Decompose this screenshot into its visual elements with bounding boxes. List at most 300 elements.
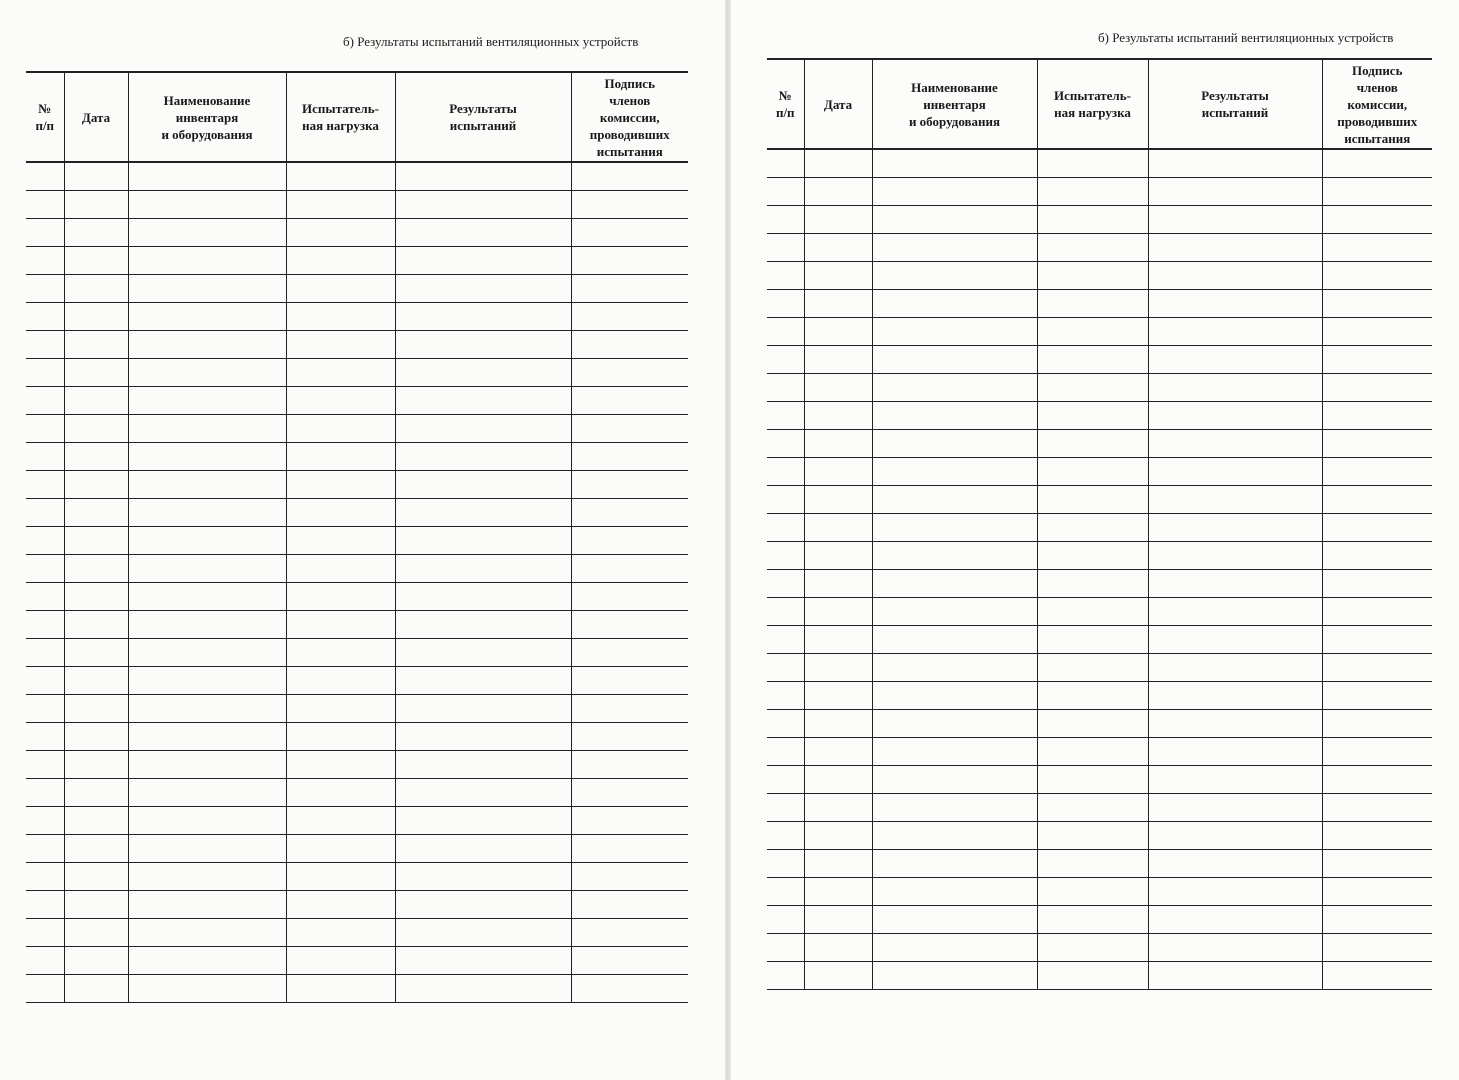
table-cell [1148,850,1322,878]
table-cell [1322,682,1432,710]
table-row [26,583,688,611]
table-cell [1148,906,1322,934]
column-header-test-load: Испытатель- ная нагрузка [1037,59,1148,149]
table-cell [1322,178,1432,206]
table-cell [64,555,128,583]
table-cell [26,975,64,1003]
table-cell [1037,934,1148,962]
table-cell [571,527,688,555]
table-cell [286,527,395,555]
table-cell [1037,542,1148,570]
table-cell [395,219,571,247]
table-cell [767,149,804,178]
table-cell [804,206,872,234]
table-cell [872,346,1037,374]
table-cell [395,835,571,863]
table-cell [286,667,395,695]
table-cell [767,206,804,234]
table-cell [804,346,872,374]
table-cell [64,807,128,835]
table-cell [804,486,872,514]
table-cell [395,919,571,947]
table-row [26,331,688,359]
table-cell [872,149,1037,178]
table-cell [128,499,286,527]
table-cell [1322,318,1432,346]
table-cell [128,219,286,247]
test-results-table [26,71,688,1003]
table-row [767,542,1432,570]
table-row [767,402,1432,430]
table-row [26,947,688,975]
table-cell [1148,794,1322,822]
table-cell [64,667,128,695]
table-cell [1322,794,1432,822]
table-cell [1148,149,1322,178]
column-header-equipment: Наименование инвентаря и оборудования [128,72,286,162]
table-cell [804,962,872,990]
table-cell [26,331,64,359]
table-cell [1037,234,1148,262]
table-cell [26,359,64,387]
table-cell [26,471,64,499]
table-row [26,247,688,275]
table-cell [872,486,1037,514]
table-cell [64,247,128,275]
table-cell [64,891,128,919]
table-cell [571,779,688,807]
table-cell [1148,822,1322,850]
table-cell [286,191,395,219]
table-cell [395,471,571,499]
table-row [767,766,1432,794]
table-cell [767,458,804,486]
table-cell [571,807,688,835]
table-cell [64,387,128,415]
table-cell [804,570,872,598]
table-cell [395,975,571,1003]
table-cell [128,779,286,807]
table-cell [1148,598,1322,626]
table-cell [571,835,688,863]
table-cell [1037,962,1148,990]
table-cell [767,570,804,598]
table-row [767,430,1432,458]
table-cell [128,471,286,499]
table-cell [767,542,804,570]
table-cell [128,807,286,835]
table-cell [1322,850,1432,878]
table-cell [1037,486,1148,514]
table-cell [1322,598,1432,626]
table-cell [395,499,571,527]
table-cell [804,149,872,178]
table-cell [26,499,64,527]
table-cell [872,822,1037,850]
table-row [767,682,1432,710]
table-cell [64,443,128,471]
table-cell [395,275,571,303]
table-cell [128,359,286,387]
table-cell [872,794,1037,822]
table-cell [767,626,804,654]
table-cell [26,891,64,919]
table-cell [804,430,872,458]
table-row [26,779,688,807]
table-cell [872,682,1037,710]
table-cell [286,247,395,275]
table-row [767,514,1432,542]
table-row [26,751,688,779]
table-cell [872,402,1037,430]
table-row [26,919,688,947]
table-cell [872,878,1037,906]
table-cell [804,542,872,570]
table-cell [286,919,395,947]
table-cell [395,303,571,331]
table-cell [1322,906,1432,934]
table-row [767,234,1432,262]
table-cell [1037,710,1148,738]
table-row [767,346,1432,374]
table-cell [395,191,571,219]
table-cell [804,318,872,346]
table-cell [571,443,688,471]
table-cell [1148,766,1322,794]
table-cell [128,947,286,975]
table-cell [64,835,128,863]
table-cell [286,219,395,247]
table-cell [286,359,395,387]
table-cell [1322,346,1432,374]
table-cell [128,555,286,583]
table-cell [395,639,571,667]
table-cell [1148,682,1322,710]
table-cell [1037,766,1148,794]
table-cell [26,527,64,555]
table-cell [64,527,128,555]
table-row [26,162,688,191]
table-cell [767,962,804,990]
table-cell [1148,374,1322,402]
table-row [767,262,1432,290]
table-cell [767,794,804,822]
table-cell [571,162,688,191]
table-cell [1148,710,1322,738]
table-cell [395,807,571,835]
table-cell [1037,430,1148,458]
table-cell [1322,206,1432,234]
table-row [767,878,1432,906]
table-cell [767,514,804,542]
table-cell [1148,878,1322,906]
table-cell [26,695,64,723]
table-cell [872,430,1037,458]
table-row [767,486,1432,514]
table-cell [571,919,688,947]
table-cell [64,919,128,947]
table-cell [64,947,128,975]
table-cell [395,443,571,471]
table-cell [26,387,64,415]
table-cell [872,962,1037,990]
table-row [767,710,1432,738]
table-cell [286,499,395,527]
table-cell [804,374,872,402]
table-cell [128,835,286,863]
table-cell [395,751,571,779]
table-cell [767,178,804,206]
table-cell [767,234,804,262]
table-cell [767,346,804,374]
table-cell [872,766,1037,794]
table-cell [1037,149,1148,178]
table-cell [395,415,571,443]
table-cell [26,947,64,975]
table-cell [26,835,64,863]
table-cell [1037,318,1148,346]
table-cell [571,331,688,359]
table-cell [26,751,64,779]
table-row [767,962,1432,990]
table-cell [286,723,395,751]
table-cell [1037,738,1148,766]
column-header-number: № п/п [26,72,64,162]
table-cell [767,850,804,878]
table-cell [128,667,286,695]
table-row [767,458,1432,486]
table-cell [286,779,395,807]
column-header-test-load: Испытатель- ная нагрузка [286,72,395,162]
table-cell [804,850,872,878]
table-cell [64,639,128,667]
table-cell [804,402,872,430]
table-row [26,387,688,415]
table-cell [26,863,64,891]
table-cell [1148,234,1322,262]
table-cell [1322,878,1432,906]
table-cell [767,934,804,962]
column-header-number: № п/п [767,59,804,149]
table-cell [767,262,804,290]
table-cell [872,290,1037,318]
table-cell [1037,402,1148,430]
table-cell [395,723,571,751]
table-cell [128,891,286,919]
table-cell [1037,906,1148,934]
table-cell [1322,514,1432,542]
table-cell [872,598,1037,626]
table-row [26,611,688,639]
table-cell [571,723,688,751]
table-cell [571,947,688,975]
table-cell [1148,738,1322,766]
table-cell [286,583,395,611]
table-cell [26,162,64,191]
table-cell [64,499,128,527]
table-cell [767,822,804,850]
table-cell [804,710,872,738]
table-row [26,443,688,471]
table-cell [1148,430,1322,458]
table-cell [571,359,688,387]
table-cell [64,583,128,611]
table-cell [1322,290,1432,318]
table-cell [1322,430,1432,458]
table-cell [64,695,128,723]
table-cell [1148,262,1322,290]
table-cell [64,162,128,191]
table-cell [767,710,804,738]
table-cell [1148,570,1322,598]
table-cell [128,331,286,359]
table-cell [804,934,872,962]
left-page [0,0,725,1080]
table-row [26,303,688,331]
table-row [26,835,688,863]
table-row [26,891,688,919]
table-cell [128,247,286,275]
table-cell [1148,962,1322,990]
table-cell [1148,318,1322,346]
table-row [767,598,1432,626]
table-cell [286,471,395,499]
table-cell [571,583,688,611]
table-cell [26,611,64,639]
table-cell [1148,206,1322,234]
table-cell [26,919,64,947]
table-body [767,149,1432,990]
table-cell [767,290,804,318]
table-cell [872,934,1037,962]
table-cell [804,290,872,318]
table-cell [1148,458,1322,486]
table-cell [395,247,571,275]
table-cell [1148,290,1322,318]
table-cell [395,667,571,695]
table-cell [1322,486,1432,514]
table-cell [64,219,128,247]
table-cell [26,639,64,667]
table-row [26,499,688,527]
table-cell [286,443,395,471]
table-cell [571,415,688,443]
table-row [26,275,688,303]
table-cell [872,178,1037,206]
table-cell [128,527,286,555]
table-cell [128,723,286,751]
table-row [26,723,688,751]
table-cell [1037,262,1148,290]
table-cell [64,471,128,499]
table-cell [395,947,571,975]
table-cell [286,751,395,779]
table-cell [395,611,571,639]
table-cell [1148,402,1322,430]
table-cell [26,779,64,807]
table-cell [804,822,872,850]
table-cell [286,415,395,443]
table-cell [128,443,286,471]
table-row [26,975,688,1003]
table-cell [872,318,1037,346]
table-row [767,906,1432,934]
table-cell [872,850,1037,878]
column-header-results: Результаты испытаний [1148,59,1322,149]
table-cell [571,555,688,583]
table-cell [872,626,1037,654]
table-row [26,863,688,891]
table-cell [128,639,286,667]
table-cell [128,695,286,723]
table-cell [1037,514,1148,542]
table-row [767,570,1432,598]
table-row [26,667,688,695]
table-cell [286,891,395,919]
table-cell [128,387,286,415]
table-cell [571,639,688,667]
table-cell [26,555,64,583]
table-cell [1037,878,1148,906]
table-cell [872,262,1037,290]
table-cell [26,191,64,219]
table-cell [1037,794,1148,822]
table-cell [571,219,688,247]
table-cell [64,611,128,639]
table-cell [286,275,395,303]
column-header-equipment: Наименование инвентаря и оборудования [872,59,1037,149]
table-cell [128,191,286,219]
table-row [26,359,688,387]
table-cell [767,486,804,514]
table-cell [286,555,395,583]
table-cell [1322,262,1432,290]
table-cell [872,374,1037,402]
table-cell [767,878,804,906]
table-row [26,695,688,723]
table-cell [64,359,128,387]
table-cell [571,275,688,303]
table-cell [767,402,804,430]
table-cell [1148,542,1322,570]
table-cell [395,583,571,611]
table-cell [128,863,286,891]
table-cell [804,178,872,206]
table-cell [1322,570,1432,598]
table-cell [26,443,64,471]
table-cell [872,654,1037,682]
table-cell [64,191,128,219]
table-cell [26,303,64,331]
table-cell [571,191,688,219]
table-row [767,738,1432,766]
table-cell [1037,346,1148,374]
table-cell [128,919,286,947]
section-title: б) Результаты испытаний вентиляционных устройств [343,34,639,49]
table-row [26,415,688,443]
table-cell [804,766,872,794]
table-row [767,654,1432,682]
table-cell [1037,850,1148,878]
table-cell [1037,570,1148,598]
table-cell [64,415,128,443]
table-cell [128,162,286,191]
table-cell [64,275,128,303]
table-cell [767,766,804,794]
table-cell [286,611,395,639]
table-cell [804,682,872,710]
table-cell [26,807,64,835]
